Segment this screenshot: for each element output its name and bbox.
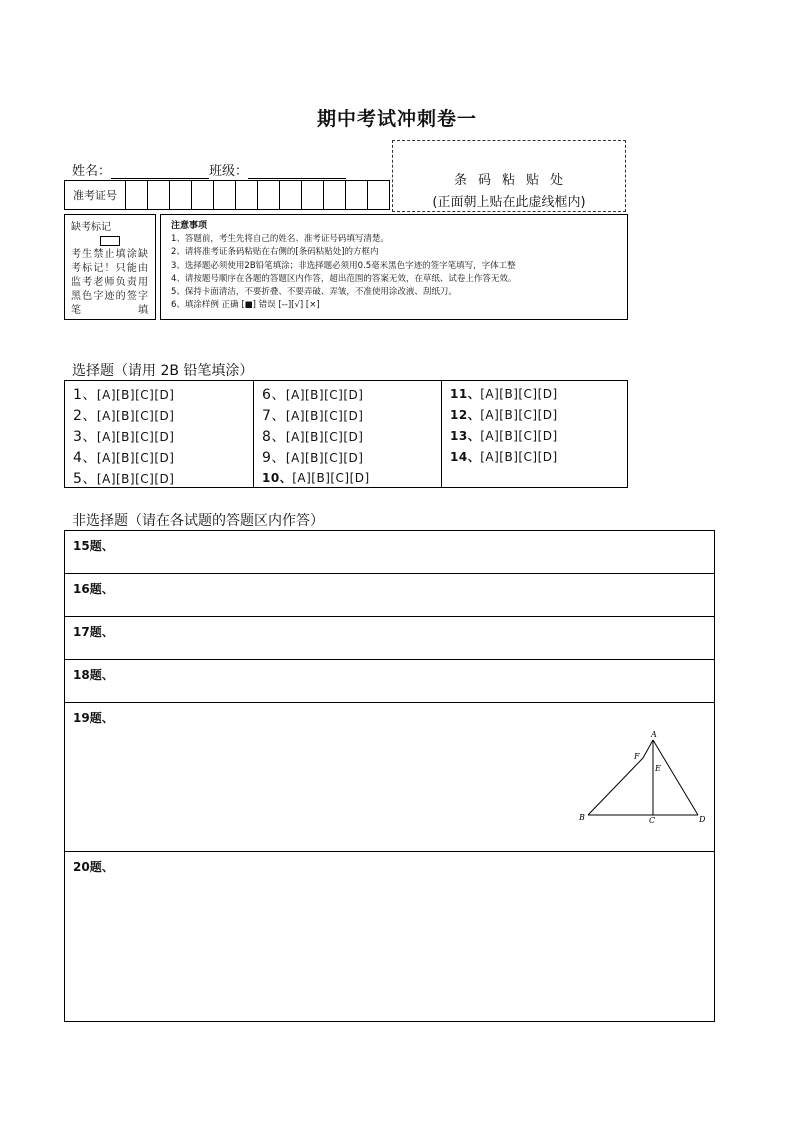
mc-question-row[interactable]	[73, 468, 174, 488]
notes-item: 2、请将准考证条码粘贴在右侧的[条码粘贴处]的方框内	[171, 247, 379, 258]
mc-column	[65, 381, 253, 487]
mc-number: 12、	[450, 408, 481, 422]
mc-number: 9、	[262, 450, 286, 466]
question-label: 18题、	[73, 668, 114, 682]
mc-options[interactable]: [A][B][C][D]	[285, 388, 364, 402]
mc-number: 5、	[73, 471, 97, 487]
answer-box-17[interactable]	[65, 617, 714, 660]
mc-question-row[interactable]	[262, 405, 363, 425]
barcode-area	[392, 140, 626, 212]
mc-heading: 选择题（请用 2B 铅笔填涂）	[72, 363, 254, 379]
mc-options[interactable]: [A][B][C][D]	[292, 471, 370, 485]
mc-options[interactable]: [A][B][C][D]	[480, 450, 558, 464]
notes-item: 4、请按题号顺序在各题的答题区内作答，超出范围的答案无效，在草纸、试卷上作答无效。	[171, 273, 517, 284]
mc-number: 3、	[73, 429, 97, 445]
mc-number: 8、	[262, 429, 286, 445]
notes-item: 5、保持卡面清洁，不要折叠、不要弄破、弄皱，不准使用涂改液、刮纸刀。	[171, 287, 457, 298]
ticket-digit-cell[interactable]	[126, 181, 148, 210]
ticket-number-grid	[64, 180, 390, 210]
class-field[interactable]	[248, 164, 346, 179]
ticket-digit-cell[interactable]	[236, 181, 258, 210]
label-a: A	[651, 730, 657, 739]
ticket-digit-cell[interactable]	[324, 181, 346, 210]
notes-item: 6、填涂样例 正确 [■] 错误 [--][√] [×]	[171, 300, 320, 311]
ticket-digit-cell[interactable]	[368, 181, 390, 210]
mc-options[interactable]: [A][B][C][D]	[285, 430, 364, 444]
notes-heading: 注意事项	[171, 221, 208, 231]
ticket-digit-cell[interactable]	[258, 181, 280, 210]
class-label: 班级：	[209, 164, 249, 179]
mc-number: 6、	[262, 387, 286, 403]
answer-box-16[interactable]	[65, 574, 714, 617]
notes-item: 3、选择题必须使用2B铅笔填涂；非选择题必须用0.5毫米黑色字迹的签字笔填写，字体工整	[171, 260, 516, 271]
mc-question-row[interactable]	[73, 447, 174, 467]
mc-options[interactable]: [A][B][C][D]	[480, 408, 558, 422]
ticket-digit-cell[interactable]	[280, 181, 302, 210]
open-heading: 非选择题（请在各试题的答题区内作答）	[72, 513, 324, 529]
mc-question-row[interactable]	[262, 469, 370, 486]
name-class-row	[72, 160, 346, 179]
mc-options[interactable]: [A][B][C][D]	[96, 451, 175, 465]
mc-options[interactable]: [A][B][C][D]	[96, 388, 175, 402]
mc-question-row[interactable]	[73, 384, 174, 404]
mc-options[interactable]: [A][B][C][D]	[480, 429, 558, 443]
mc-answer-grid	[64, 380, 628, 488]
mc-options[interactable]: [A][B][C][D]	[96, 472, 175, 486]
line-fa	[643, 740, 653, 758]
mc-options[interactable]: [A][B][C][D]	[285, 409, 364, 423]
answer-box-15[interactable]	[65, 531, 714, 574]
barcode-subtitle: (正面朝上贴在此虚线框内)	[432, 195, 586, 210]
absent-mark-box	[64, 214, 156, 320]
mc-number: 1、	[73, 387, 97, 403]
ticket-digit-cell[interactable]	[192, 181, 214, 210]
page-title: 期中考试冲刺卷一	[316, 108, 477, 130]
mc-number: 7、	[262, 408, 286, 424]
question-label: 19题、	[73, 711, 114, 725]
mc-options[interactable]: [A][B][C][D]	[96, 430, 175, 444]
ticket-digit-cell[interactable]	[346, 181, 368, 210]
name-label: 姓名：	[72, 164, 112, 179]
mc-question-row[interactable]	[450, 448, 558, 465]
mc-column	[441, 381, 628, 487]
mc-number: 2、	[73, 408, 97, 424]
question-label: 16题、	[73, 582, 114, 596]
absent-heading: 缺考标记	[71, 222, 111, 233]
mc-number: 11、	[450, 387, 481, 401]
question-label: 17题、	[73, 625, 114, 639]
ticket-digit-cell[interactable]	[170, 181, 192, 210]
mc-question-row[interactable]	[73, 426, 174, 446]
mc-question-row[interactable]	[450, 385, 558, 402]
mc-column	[253, 381, 442, 487]
label-b: B	[579, 813, 585, 822]
ticket-number-label: 准考证号	[65, 181, 126, 210]
mc-question-row[interactable]	[262, 384, 363, 404]
answer-box-18[interactable]	[65, 660, 714, 703]
name-field[interactable]	[111, 164, 209, 179]
label-f: F	[634, 752, 640, 761]
question-label: 20题、	[73, 860, 114, 874]
mc-options[interactable]: [A][B][C][D]	[480, 387, 558, 401]
barcode-title: 条码粘贴处	[453, 173, 574, 188]
label-e: E	[655, 764, 661, 773]
ticket-digit-cell[interactable]	[302, 181, 324, 210]
label-d: D	[699, 815, 706, 824]
mc-question-row[interactable]	[450, 427, 558, 444]
mc-options[interactable]: [A][B][C][D]	[96, 409, 175, 423]
ticket-digit-cell[interactable]	[148, 181, 170, 210]
absent-mark-checkbox[interactable]	[100, 236, 120, 246]
label-c: C	[649, 816, 656, 825]
mc-question-row[interactable]	[450, 406, 558, 423]
ticket-digit-cell[interactable]	[214, 181, 236, 210]
triangle-figure	[576, 724, 716, 834]
mc-question-row[interactable]	[262, 447, 363, 467]
line-ad	[653, 740, 698, 815]
absent-instructions: 考生禁止填涂缺考标记！只能由监考老师负责用黑色字迹的签字笔填	[71, 249, 149, 316]
answer-box-20[interactable]	[65, 852, 714, 1021]
notes-item: 1、答题前，考生先将自己的姓名、准考证号码填写清楚。	[171, 234, 389, 245]
mc-question-row[interactable]	[73, 405, 174, 425]
notes-box	[160, 214, 628, 320]
mc-number: 4、	[73, 450, 97, 466]
line-bf	[588, 758, 643, 815]
mc-number: 10、	[262, 471, 293, 485]
mc-options[interactable]: [A][B][C][D]	[285, 451, 364, 465]
mc-number: 13、	[450, 429, 481, 443]
mc-number: 14、	[450, 450, 481, 464]
mc-question-row[interactable]	[262, 426, 363, 446]
question-label: 15题、	[73, 539, 114, 553]
